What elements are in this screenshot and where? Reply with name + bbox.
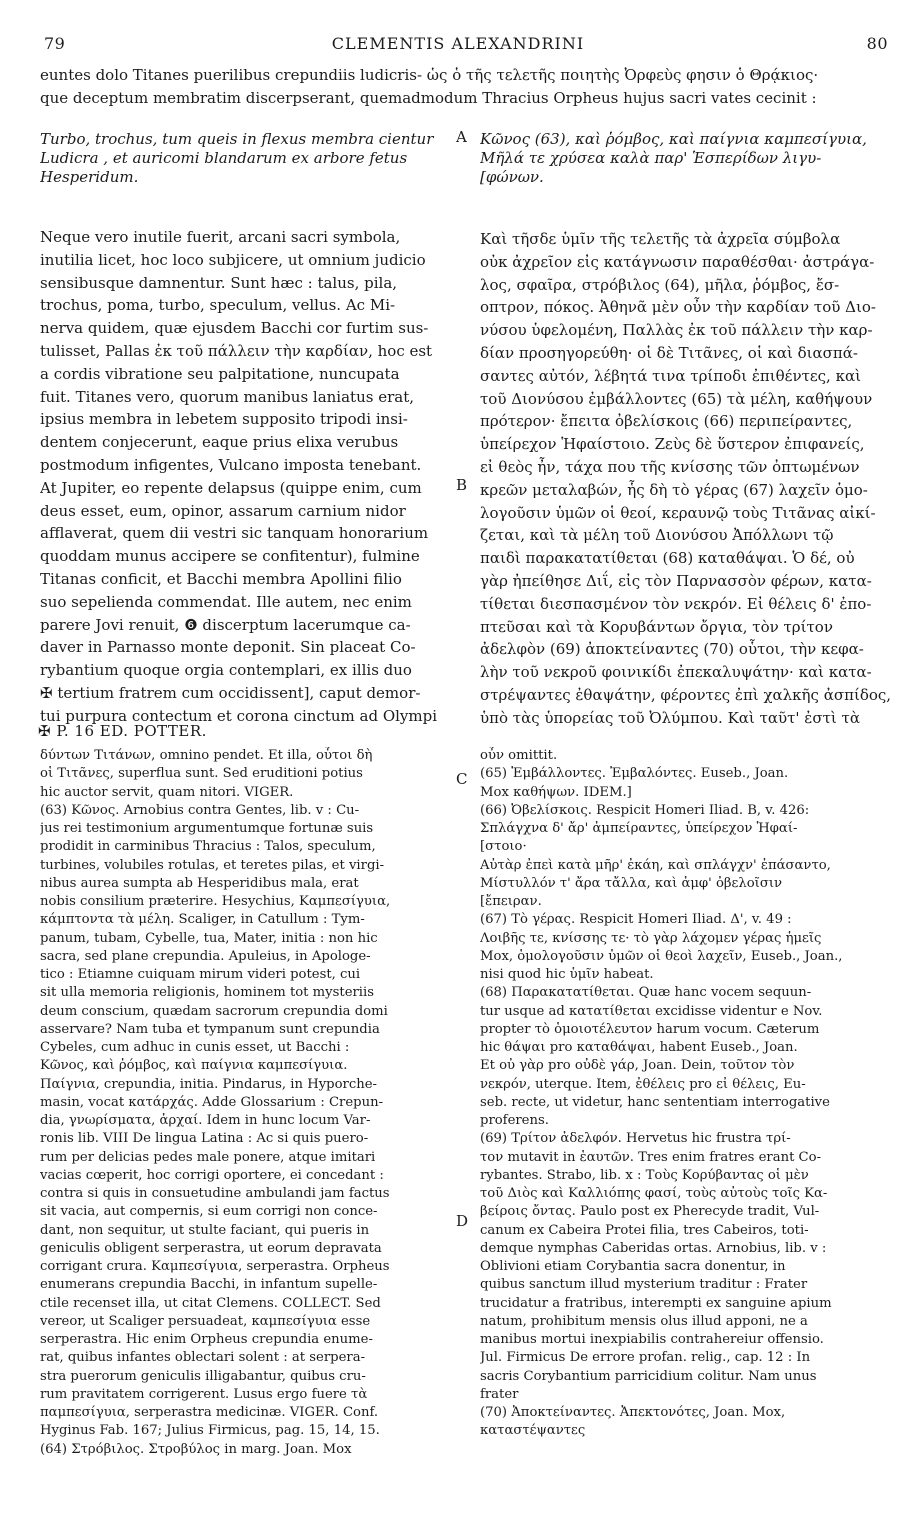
text-line: turbines, volubiles rotulas, et teretes pilas, et virgi-: [40, 857, 385, 873]
text-line: tico : Etiamne cuiquam mirum videri potest, cui: [40, 967, 361, 982]
text-line: ζεται, καὶ τὰ μέλη τοῦ Διονύσου Ἀπόλλωνι τῷ: [480, 526, 834, 545]
text-line: vacias cœperit, hoc corrigi oportere, ei concedant :: [40, 1167, 384, 1183]
intro-paragraph: [40, 64, 900, 110]
text-line: tulisset, Pallas ἐκ τοῦ πάλλειν τὴν καρδίαν, hoc est: [40, 341, 433, 360]
text-line: πρότερον· ἔπειτα ὀβελίσκοις (66) περιπείραντες,: [480, 412, 853, 431]
running-title: CLEMENTIS ALEXANDRINI: [331, 34, 585, 53]
text-line: οπτρον, πόκος. Ἀθηνᾶ μὲν οὖν τὴν καρδίαν τοῦ Διο-: [480, 298, 876, 317]
text-line: τον mutavit in ἑαυτῶν. Tres enim fratres erant Co-: [480, 1149, 822, 1165]
text-line: σαντες αὐτόν, λέβητά τινα τρίποδι ἐπιθέντες, καὶ: [480, 366, 861, 385]
text-line: Neque vero inutile fuerit, arcani sacri symbola,: [40, 228, 401, 246]
text-line: sit vacia, aut compernis, si eum corrigi non conce-: [40, 1204, 378, 1220]
text-line: nobis consilium præterire. Hesychius, Καμπεσίγυια,: [40, 894, 391, 909]
text-line: parere Jovi renuit, ❻ discerptum lacerumque ca-: [40, 615, 411, 634]
text-line: λογοῦσιν ὑμῶν οἱ θεοί, κεραυνῷ τοὺς Τιτᾶνας αἰκί-: [480, 503, 876, 522]
text-line: deum conscium, quædam sacrorum crepundia domi: [40, 1003, 388, 1019]
text-line: παμπεσίγυια, serperastra medicinæ. VIGER. Conf.: [40, 1405, 379, 1420]
text-line: nisi quod hic ὑμῖν habeat.: [480, 967, 654, 982]
text-line: οὐκ ἀχρεῖον εἰς κατάγνωσιν παραθέσθαι· ἀστράγα-: [480, 252, 875, 271]
text-line: Hesperidum.: [40, 168, 139, 186]
text-line: tur usque ad κατατίθεται excidisse videntur e Nov.: [480, 1003, 823, 1019]
text-line: enumerans crepundia Bacchi, in infantum supelle-: [40, 1277, 378, 1293]
text-line: hic auctor servit, quam nitori. VIGER.: [40, 784, 294, 800]
text-line: Αὐτὰρ ἐπεὶ κατὰ μῆρ' ἐκάη, καὶ σπλάγχν' ἐπάσαντο,: [480, 857, 831, 873]
text-line: κάμπτοντα τὰ μέλη. Scaliger, in Catullum : Tym-: [40, 912, 365, 928]
text-line: Jul. Firmicus De errore profan. relig., cap. 12 : In: [480, 1350, 811, 1366]
text-line: νύσου ὑφελομένη, Παλλὰς ἐκ τοῦ πάλλειν τὴν καρ-: [480, 321, 873, 340]
margin-letter-b: B: [456, 476, 468, 494]
text-line: (69) Τρίτον ἀδελφόν. Hervetus hic frustra τρί-: [480, 1131, 791, 1147]
text-line: Κῶνος, καὶ ῥόμβος, καὶ παίγνια καμπεσίγυια.: [40, 1058, 348, 1074]
page-number-left: 79: [44, 34, 66, 53]
text-line: hic θάψαι pro καταθάψαι, habent Euseb., Joan.: [480, 1040, 798, 1055]
text-line: Mox, ὁμολογοῦσιν ὑμῶν οἱ θεοὶ λαχεῖν, Euseb., Joan.,: [480, 948, 843, 964]
greek-verse: [480, 130, 895, 187]
text-line: suo sepelienda commendat. Ille autem, nec enim: [40, 592, 412, 611]
text-line: propter τὸ ὁμοιοτέλευτον harum vocum. Cæterum: [480, 1021, 820, 1037]
text-line: nibus aurea sumpta ab Hesperidibus mala, erat: [40, 875, 359, 891]
margin-letter-d: D: [456, 1212, 469, 1230]
margin-letter-c: C: [456, 770, 468, 788]
text-line: Oblivioni etiam Corybantia sacra donentur, in: [480, 1259, 786, 1274]
text-line: ὑπείρεχον Ἡφαίστοιο. Ζεὺς δὲ ὕστερον ἐπιφανείς,: [480, 435, 865, 454]
text-line: manibus mortui inexpiabilis contrahereiur offensio.: [480, 1332, 824, 1347]
text-line: rum per delicias pedes male ponere, atque imitari: [40, 1149, 376, 1165]
text-line: rum pravitatem corrigerent. Lusus ergo fuere τὰ: [40, 1386, 368, 1402]
text-line: sacris Corybantium parricidium colitur. Nam unus: [480, 1368, 817, 1384]
text-line: sacra, sed plane crepundia. Apuleius, in Apologe-: [40, 948, 371, 964]
text-line: Ludicra , et auricomi blandarum ex arbore fetus: [40, 149, 408, 167]
text-line: deus esset, eum, opinor, assarum carnium nidor: [40, 501, 406, 520]
text-line: stra puerorum geniculis illigabantur, quibus cru-: [40, 1368, 366, 1384]
text-line: seb. recte, ut videtur, hanc sententiam interrogative: [480, 1094, 830, 1110]
text-line: asservare? Nam tuba et tympanum sunt crepundia: [40, 1021, 380, 1037]
text-line: Et οὐ γὰρ pro οὐδὲ γάρ, Joan. Dein, τοῦτον τὸν: [480, 1058, 795, 1074]
text-line: afflaverat, quem dii vestri sic tanquam honorarium: [40, 524, 429, 543]
text-line: geniculis obligent serperastra, ut eorum depravata: [40, 1240, 382, 1256]
margin-letter-a: A: [456, 128, 467, 146]
text-line: trochus, poma, turbo, speculum, vellus. Ac Mi-: [40, 296, 396, 315]
latin-verse: [40, 130, 460, 187]
text-line: a cordis vibratione seu palpitatione, nuncupata: [40, 364, 400, 383]
text-line: tui purpura contectum et corona cinctum ad Olympi: [40, 706, 438, 725]
text-line: Turbo, trochus, tum queis in flexus membra cientur: [40, 130, 434, 148]
text-line: λος, σφαῖρα, στρόβιλος (64), μῆλα, ῥόμβος, ἔσ-: [480, 275, 840, 294]
text-line: καταστέψαντες: [480, 1423, 586, 1439]
text-line: euntes dolo Titanes puerilibus crepundiis ludicris- ὡς ὁ τῆς τελετῆς ποιητὴς Ὀρφεὺς φησιν ὁ Θρᾴκιος·: [40, 66, 819, 84]
text-line: Mox καθήψων. IDEM.]: [480, 784, 632, 800]
text-line: [φώνων.: [480, 168, 544, 186]
text-line: εἰ θεὸς ἦν, τάχα που τῆς κνίσσης τῶν ὀπτωμένων: [480, 457, 860, 476]
text-line: proferens.: [480, 1113, 549, 1128]
text-line: οἱ Τιτᾶνες, superflua sunt. Sed eruditioni potius: [40, 766, 363, 782]
text-line: rybantium quoque orgia contemplari, ex illis duo: [40, 661, 412, 680]
text-line: ✠ tertium fratrem cum occidissent], caput demor-: [40, 683, 421, 702]
page-number-right: 80: [866, 34, 888, 53]
text-line: παιδὶ παρακατατίθεται (68) καταθάψαι. Ὁ δέ, οὐ: [480, 549, 855, 568]
text-line: τίθεται διεσπασμένον τὸν νεκρόν. Εἰ θέλεις δ' ἐπο-: [480, 594, 872, 613]
text-line: ἀδελφὸν (69) ἀποκτείναντες (70) οὗτοι, τὴν κεφα-: [480, 640, 864, 659]
text-line: Μῆλά τε χρύσεα καλὰ παρ' Ἑσπερίδων λιγυ-: [480, 149, 822, 167]
text-line: corrigant crura. Καμπεσίγυια, serperastra. Orpheus: [40, 1259, 390, 1274]
text-line: que deceptum membratim discerpserant, quemadmodum Thracius Orpheus hujus sacri vates cecinit :: [40, 88, 817, 107]
text-line: inutilia licet, hoc loco subjicere, ut omnium judicio: [40, 250, 426, 269]
text-line: δύντων Τιτάνων, omnino pendet. Et illa, οὗτοι δὴ: [40, 748, 373, 763]
text-line: ὑπὸ τὰς ὑπορείας τοῦ Ὀλύμπου. Καὶ ταῦτ' ἐστὶ τὰ: [480, 708, 860, 727]
text-line: quibus sanctum illud mysterium traditur : Frater: [480, 1277, 808, 1293]
text-line: (70) Ἀποκτείναντες. Ἀπεκτονότες, Joan. Mox,: [480, 1405, 786, 1420]
text-line: ctile recenset illa, ut citat Clemens. COLLECT. Sed: [40, 1295, 381, 1311]
latin-translation: [40, 226, 460, 728]
text-line: Hyginus Fab. 167; Julius Firmicus, pag. 15, 14, 15.: [40, 1423, 380, 1439]
text-line: τοῦ Διονύσου ἐμβάλλοντες (65) τὰ μέλη, καθήψουν: [480, 389, 873, 408]
text-line: γὰρ ἠπείθησε Διΐ, εἰς τὸν Παρνασσὸν φέρων, κατα-: [480, 571, 872, 590]
text-line: nerva quidem, quæ ejusdem Bacchi cor furtim sus-: [40, 319, 429, 338]
text-line: (64) Στρόβιλος. Στροβύλος in marg. Joan. Mox: [40, 1441, 352, 1457]
text-line: prodidit in carminibus Thracius : Talos, speculum,: [40, 839, 376, 855]
text-line: (68) Παρακατατίθεται. Quæ hanc vocem sequun-: [480, 985, 812, 1001]
text-line: trucidatur a fratribus, interempti ex sanguine apium: [480, 1295, 832, 1311]
text-line: vereor, ut Scaliger persuadeat, καμπεσίγυια esse: [40, 1313, 371, 1329]
text-line: sit ulla memoria religionis, hominem tot mysteriis: [40, 985, 375, 1001]
text-line: rybantes. Strabo, lib. x : Τοὺς Κορύβαντας οἱ μὲν: [480, 1167, 809, 1183]
text-line: στρέψαντες ἐθαψάτην, φέροντες ἐπὶ χαλκῆς ἀσπίδος,: [480, 685, 892, 704]
text-line: δίαν προσηγορεύθη· οἱ δὲ Τιτᾶνες, οἱ καὶ διασπά-: [480, 343, 858, 362]
text-line: [ἔπειραν.: [480, 894, 542, 909]
text-line: frater: [480, 1386, 519, 1402]
text-line: ronis lib. VIII De lingua Latina : Ac si quis puero-: [40, 1131, 369, 1147]
text-line: νεκρόν, uterque. Item, ἐθέλεις pro εἰ θέλεις, Eu-: [480, 1076, 806, 1092]
text-line: [στοιο·: [480, 839, 527, 855]
text-line: jus rei testimonium argumentumque fortunæ suis: [40, 821, 374, 836]
greek-text: [480, 228, 895, 730]
text-line: (66) Ὀβελίσκοις. Respicit Homeri Iliad. B, v. 426:: [480, 802, 810, 818]
text-line: dentem conjecerunt, eaque prius elixa verubus: [40, 433, 399, 452]
text-line: Σπλάγχνα δ' ἄρ' ἀμπείραντες, ὑπείρεχον Ἡφαί-: [480, 821, 798, 836]
text-line: fuit. Titanes vero, quorum manibus laniatus erat,: [40, 387, 414, 406]
text-line: (67) Τὸ γέρας. Respicit Homeri Iliad. Δ', v. 49 :: [480, 912, 792, 928]
potter-page-reference: ✠ P. 16 ED. POTTER.: [38, 722, 207, 740]
text-line: dia, γνωρίσματα, ἀρχαί. Idem in hunc locum Var-: [40, 1113, 371, 1128]
text-line: masin, vocat κατάρχάς. Adde Glossarium : Crepun-: [40, 1094, 384, 1110]
text-line: Παίγνια, crepundia, initia. Pindarus, in Hyporche-: [40, 1076, 377, 1092]
text-line: οὖν omittit.: [480, 748, 558, 763]
text-line: serperastra. Hic enim Orpheus crepundia enume-: [40, 1332, 373, 1347]
text-line: Λοιβῆς τε, κνίσσης τε· τὸ γὰρ λάχομεν γέρας ἡμεῖς: [480, 930, 822, 946]
text-line: Cybeles, cum adhuc in cunis esset, ut Bacchi :: [40, 1040, 350, 1055]
text-line: Κῶνος (63), καὶ ῥόμβος, καὶ παίγνια καμπεσίγυια,: [480, 130, 867, 148]
text-line: sensibusque damnentur. Sunt hæc : talus, pila,: [40, 273, 398, 292]
text-line: βείροις ὄντας. Paulo post ex Pherecyde tradit, Vul-: [480, 1204, 820, 1220]
text-line: (63) Κῶνος. Arnobius contra Gentes, lib. v : Cu-: [40, 802, 360, 818]
text-line: Μίστυλλόν τ' ἄρα τἄλλα, καὶ ἀμφ' ὀβελοῖσιν: [480, 875, 783, 891]
text-line: ipsius membra in lebetem supposito tripodi insi-: [40, 410, 408, 429]
text-line: canum ex Cabeira Protei filia, tres Cabeiros, toti-: [480, 1222, 809, 1238]
text-line: panum, tubam, Cybelle, tua, Mater, initia : non hic: [40, 930, 378, 946]
text-line: contra si quis in consuetudine ambulandi jam factus: [40, 1186, 390, 1201]
text-line: κρεῶν μεταλαβών, ἧς δὴ τὸ γέρας (67) λαχεῖν ὁμο-: [480, 480, 868, 499]
footnotes-left: [40, 747, 460, 1459]
text-line: τοῦ Διὸς καὶ Καλλιόπης φασί, τοὺς αὐτοὺς τοῖς Κα-: [480, 1186, 828, 1201]
text-line: λὴν τοῦ νεκροῦ φοινικίδι ἐπεκαλυψάτην· καὶ κατα-: [480, 663, 872, 682]
text-line: rat, quibus infantes oblectari solent : at serpera-: [40, 1350, 366, 1366]
text-line: natum, prohibitum mensis olus illud apponi, ne a: [480, 1313, 808, 1329]
text-line: demque nymphas Caberidas ortas. Arnobius, lib. v :: [480, 1240, 827, 1256]
text-line: daver in Parnasso monte deponit. Sin placeat Co-: [40, 638, 416, 657]
text-line: postmodum infigentes, Vulcano imposta tenebant.: [40, 455, 422, 474]
text-line: dant, non sequitur, ut stulte faciant, qui pueris in: [40, 1222, 370, 1238]
footnotes-right: [480, 747, 895, 1441]
text-line: quoddam munus accipere se confitentur), fulmine: [40, 547, 420, 566]
text-line: Titanas conficit, et Bacchi membra Apollini filio: [40, 569, 402, 588]
text-line: πτεῦσαι καὶ τὰ Κορυβάντων ὄργια, τὸν τρίτον: [480, 617, 833, 636]
text-line: (65) Ἐμβάλλοντες. Ἐμβαλόντες. Euseb., Joan.: [480, 766, 789, 782]
text-line: Καὶ τῆσδε ὑμῖν τῆς τελετῆς τὰ ἀχρεῖα σύμβολα: [480, 230, 841, 248]
text-line: At Jupiter, eo repente delapsus (quippe enim, cum: [40, 478, 422, 497]
